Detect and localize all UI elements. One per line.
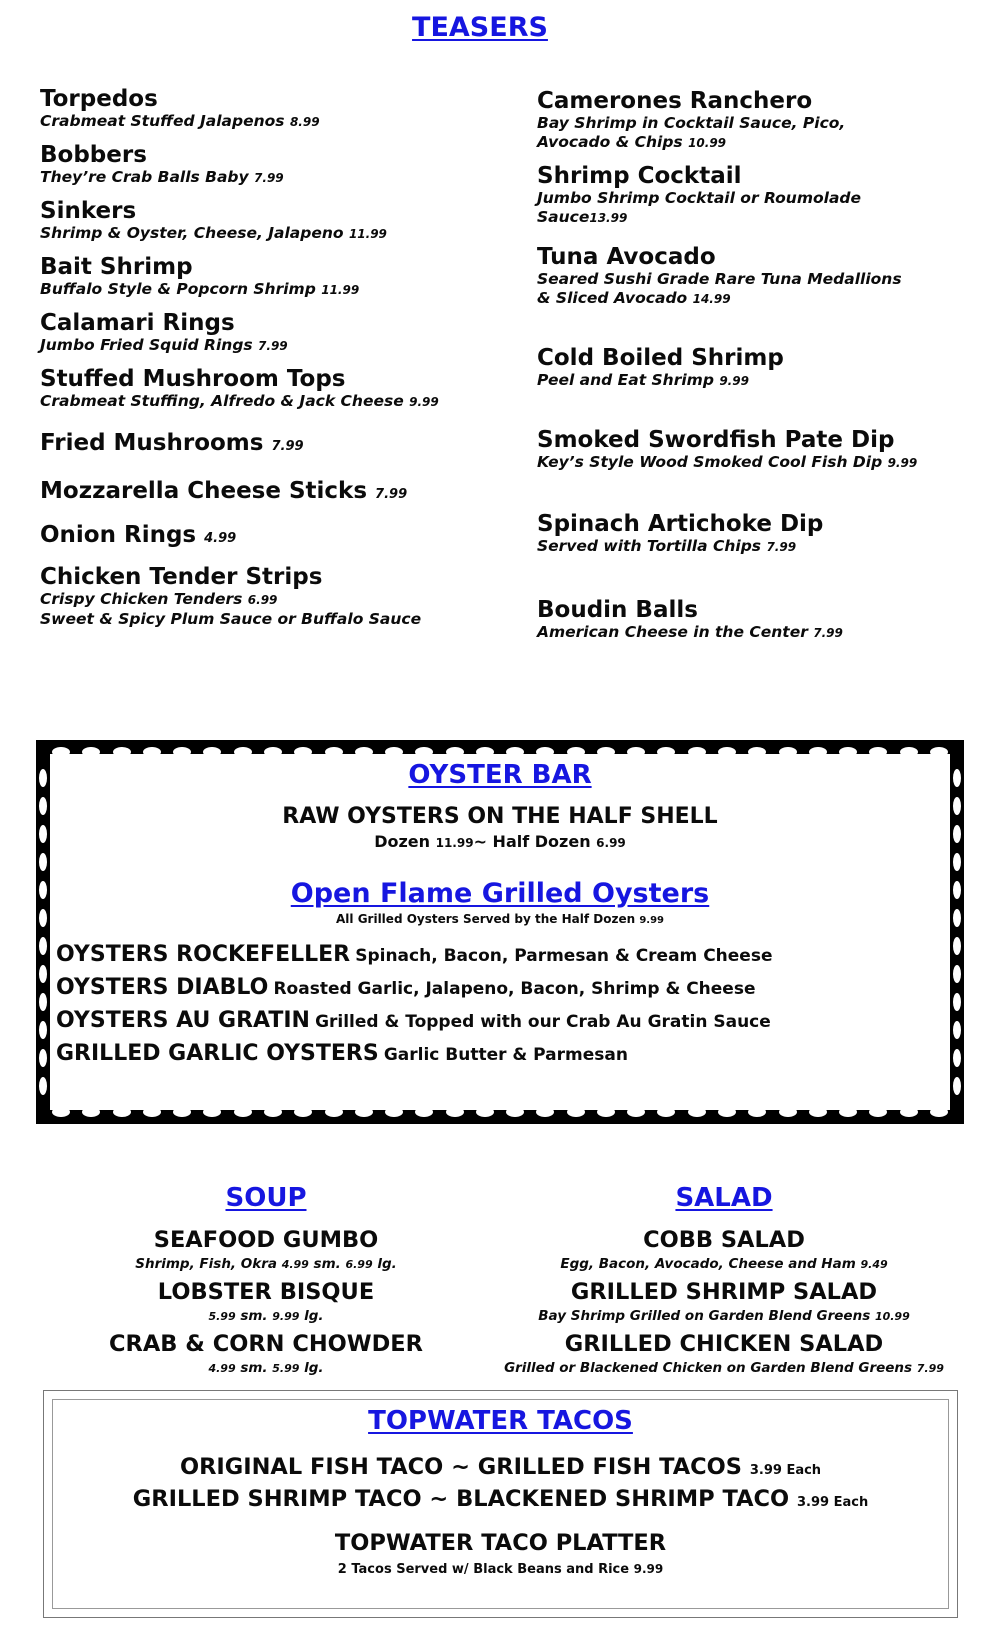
list-item	[56, 1004, 946, 1037]
item-desc: Avocado & Chips 10.99	[537, 133, 727, 151]
border-dot	[953, 853, 961, 871]
item-desc: Bay Shrimp in Cocktail Sauce, Pico,	[537, 114, 846, 132]
teasers-left-column	[40, 86, 510, 639]
dish-desc: Grilled or Blackened Chicken on Garden Blend Greens 7.99	[504, 1360, 944, 1376]
item-name: Bait Shrimp	[40, 254, 193, 280]
menu-item	[40, 86, 510, 132]
menu-item	[40, 430, 510, 460]
border-dot	[39, 853, 47, 871]
border-dot	[39, 1077, 47, 1095]
border-dot	[953, 993, 961, 1011]
border-dot	[39, 937, 47, 955]
item-price: 10.99	[688, 136, 727, 150]
item-desc: Sauce13.99	[537, 208, 628, 226]
oyster-name: OYSTERS ROCKEFELLER	[56, 942, 351, 967]
item-name: Calamari Rings	[40, 310, 235, 336]
list-item	[56, 971, 946, 1004]
item-price: 9.99	[887, 456, 918, 470]
item-desc: Crabmeat Stuffed Jalapenos 8.99	[40, 112, 320, 130]
item-name: Boudin Balls	[537, 597, 698, 623]
teasers-heading: TEASERS	[412, 12, 548, 43]
dish-desc: Egg, Bacon, Avocado, Cheese and Ham 9.49	[560, 1256, 888, 1272]
border-dot	[953, 881, 961, 899]
menu-item	[537, 511, 977, 557]
item-name: Chicken Tender Strips	[40, 564, 323, 590]
menu-item	[40, 478, 510, 508]
border-dot	[39, 909, 47, 927]
item-price: 4.99	[204, 531, 237, 546]
border-dot	[953, 769, 961, 787]
dish-desc: 5.99 sm. 9.99 lg.	[208, 1308, 324, 1324]
item-name: Sinkers	[40, 198, 137, 224]
item-price: 7.99	[375, 487, 408, 502]
oyster-name: OYSTERS AU GRATIN	[56, 1008, 310, 1033]
border-dot	[39, 1021, 47, 1039]
oyster-desc: Grilled & Topped with our Crab Au Gratin Sauce	[315, 1012, 771, 1032]
salad-heading: SALAD	[675, 1183, 773, 1213]
item-desc: Crabmeat Stuffing, Alfredo & Jack Cheese 9.99	[40, 392, 439, 410]
decorative-border-right	[950, 764, 964, 1100]
menu-item	[40, 254, 510, 300]
menu-item	[40, 142, 510, 188]
item-name: Smoked Swordfish Pate Dip	[537, 427, 895, 453]
border-dot	[953, 937, 961, 955]
oyster-desc: Roasted Garlic, Jalapeno, Bacon, Shrimp & Cheese	[273, 979, 756, 999]
dish-desc: Bay Shrimp Grilled on Garden Blend Greens 10.99	[538, 1308, 910, 1324]
menu-item	[40, 366, 510, 412]
border-dot	[39, 769, 47, 787]
border-dot	[39, 965, 47, 983]
item-name: Onion Rings 4.99	[40, 522, 237, 548]
border-dot	[953, 825, 961, 843]
item-name: Cold Boiled Shrimp	[537, 345, 784, 371]
item-name: Stuffed Mushroom Tops	[40, 366, 346, 392]
tacos-heading: TOPWATER TACOS	[368, 1406, 633, 1436]
grilled-price: 9.99	[639, 915, 664, 926]
tacos-frame	[43, 1390, 958, 1618]
oyster-name: GRILLED GARLIC OYSTERS	[56, 1041, 379, 1066]
taco-line: GRILLED SHRIMP TACO ~ BLACKENED SHRIMP TACO 3.99 Each	[132, 1486, 869, 1512]
decorative-border-left	[36, 764, 50, 1100]
item-desc: Key’s Style Wood Smoked Cool Fish Dip 9.99	[537, 453, 918, 471]
item-desc: & Sliced Avocado 14.99	[537, 289, 731, 307]
border-dot	[953, 909, 961, 927]
oyster-bar-frame	[36, 740, 964, 1124]
item-desc: Jumbo Fried Squid Rings 7.99	[40, 336, 288, 354]
taco-price: 3.99 Each	[749, 1463, 822, 1478]
item-name: Tuna Avocado	[537, 244, 716, 270]
oyster-name: OYSTERS DIABLO	[56, 975, 269, 1000]
item-desc: American Cheese in the Center 7.99	[537, 623, 843, 641]
item-name: Torpedos	[40, 86, 158, 112]
menu-item	[537, 427, 977, 473]
list-item	[56, 938, 946, 971]
soup-section	[90, 1183, 442, 1379]
border-dot	[953, 1077, 961, 1095]
item-desc: Sweet & Spicy Plum Sauce or Buffalo Sauce	[40, 610, 422, 628]
menu-item	[537, 88, 977, 153]
item-name: Mozzarella Cheese Sticks 7.99	[40, 478, 408, 504]
item-price: 9.99	[719, 374, 749, 388]
dish-name: SEAFOOD GUMBO	[153, 1227, 379, 1253]
border-dot	[39, 1049, 47, 1067]
item-desc: Peel and Eat Shrimp 9.99	[537, 371, 749, 389]
border-dot	[39, 993, 47, 1011]
menu-item	[537, 345, 977, 391]
dish-name: GRILLED SHRIMP SALAD	[570, 1279, 878, 1305]
item-price: 14.99	[692, 292, 731, 306]
menu-item	[40, 564, 510, 629]
dish-name: COBB SALAD	[643, 1227, 805, 1253]
item-price: 13.99	[589, 211, 628, 225]
taco-platter-price: 9.99	[633, 1562, 664, 1576]
border-dot	[953, 797, 961, 815]
item-price: 11.99	[321, 283, 360, 297]
item-name: Spinach Artichoke Dip	[537, 511, 824, 537]
border-dot	[953, 1021, 961, 1039]
oyster-bar-heading: OYSTER BAR	[408, 760, 592, 790]
taco-platter-desc: 2 Tacos Served w/ Black Beans and Rice 9.99	[337, 1562, 664, 1577]
item-price: 8.99	[289, 115, 320, 129]
menu-item	[537, 244, 977, 309]
item-price: 7.99	[271, 439, 304, 454]
dozen-price: 11.99	[435, 836, 474, 850]
item-desc: Buffalo Style & Popcorn Shrimp 11.99	[40, 280, 360, 298]
soup-heading: SOUP	[225, 1183, 307, 1213]
border-dot	[39, 881, 47, 899]
list-item	[56, 1037, 946, 1070]
item-price: 11.99	[348, 227, 387, 241]
oyster-desc: Garlic Butter & Parmesan	[383, 1045, 628, 1065]
border-dot	[953, 965, 961, 983]
dish-name: CRAB & CORN CHOWDER	[109, 1331, 423, 1357]
item-name: Camerones Ranchero	[537, 88, 813, 114]
border-dot	[953, 1049, 961, 1067]
border-dot	[39, 825, 47, 843]
item-desc: Seared Sushi Grade Rare Tuna Medallions	[537, 270, 902, 288]
item-price: 7.99	[258, 339, 288, 353]
item-price: 7.99	[254, 171, 284, 185]
taco-price: 3.99 Each	[797, 1495, 869, 1510]
raw-oysters-title: RAW OYSTERS ON THE HALF SHELL	[282, 804, 718, 829]
menu-item	[537, 163, 977, 228]
item-name: Fried Mushrooms 7.99	[40, 430, 304, 456]
teasers-right-column	[537, 88, 977, 653]
item-price: 7.99	[813, 626, 843, 640]
item-desc: Crispy Chicken Tenders 6.99	[40, 590, 278, 608]
raw-oysters-prices: Dozen 11.99~ Half Dozen 6.99	[374, 832, 626, 851]
taco-line: ORIGINAL FISH TACO ~ GRILLED FISH TACOS 3.99 Each	[179, 1454, 822, 1480]
item-price: 6.99	[247, 593, 278, 607]
dish-desc: Shrimp, Fish, Okra 4.99 sm. 6.99 lg.	[135, 1256, 397, 1272]
grilled-oysters-list	[56, 938, 946, 1070]
item-desc: Served with Tortilla Chips 7.99	[537, 537, 797, 555]
item-price: 7.99	[766, 540, 797, 554]
menu-item	[40, 522, 510, 552]
tacos-panel	[52, 1399, 949, 1609]
grilled-oysters-subtitle: All Grilled Oysters Served by the Half Dozen 9.99	[336, 912, 664, 926]
menu-item	[537, 597, 977, 643]
item-desc: They’re Crab Balls Baby 7.99	[40, 168, 284, 186]
item-desc: Jumbo Shrimp Cocktail or Roumolade	[537, 189, 862, 207]
taco-platter-title: TOPWATER TACO PLATTER	[334, 1530, 667, 1556]
dish-name: LOBSTER BISQUE	[157, 1279, 375, 1305]
item-price: 9.99	[409, 395, 439, 409]
oyster-desc: Spinach, Bacon, Parmesan & Cream Cheese	[355, 946, 773, 966]
menu-item	[40, 310, 510, 356]
border-dot	[39, 797, 47, 815]
grilled-oysters-heading: Open Flame Grilled Oysters	[290, 878, 710, 909]
item-desc: Shrimp & Oyster, Cheese, Jalapeno 11.99	[40, 224, 387, 242]
dish-desc: 4.99 sm. 5.99 lg.	[208, 1360, 324, 1376]
half-dozen-price: 6.99	[596, 836, 626, 850]
item-name: Shrimp Cocktail	[537, 163, 742, 189]
salad-section	[485, 1183, 963, 1379]
item-name: Bobbers	[40, 142, 147, 168]
dish-name: GRILLED CHICKEN SALAD	[564, 1331, 884, 1357]
oyster-bar-panel	[50, 754, 950, 1110]
menu-item	[40, 198, 510, 244]
